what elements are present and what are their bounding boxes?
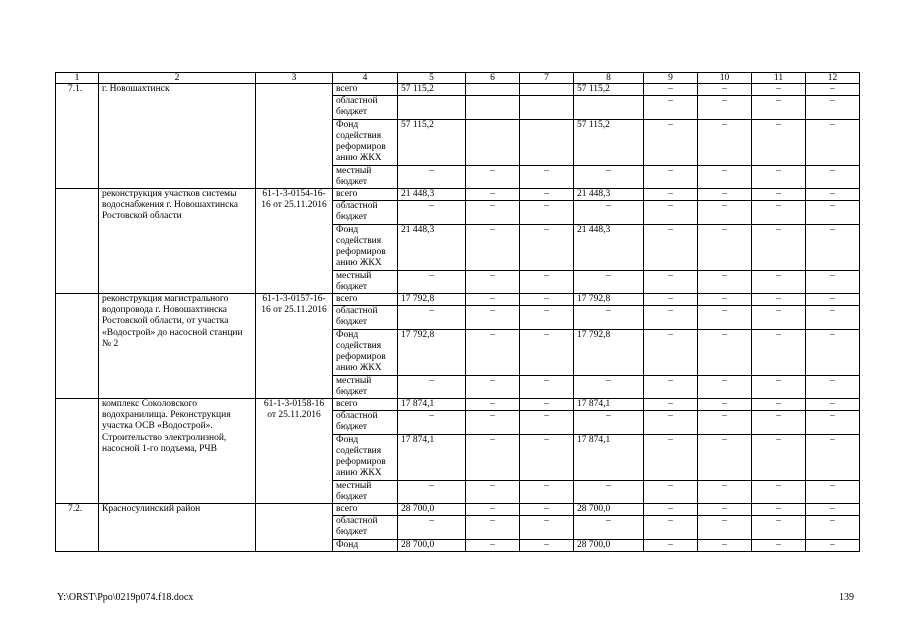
value-cell: –	[466, 189, 520, 201]
column-header: 11	[752, 73, 806, 84]
document-number: 61-1-3-0154-16-16 от 25.11.2016	[256, 189, 333, 294]
value-cell: –	[520, 480, 574, 503]
column-header: 9	[644, 73, 698, 84]
value-cell: –	[644, 375, 698, 398]
row-number	[56, 399, 99, 504]
funding-source: областной бюджет	[333, 516, 398, 539]
value-cell: –	[466, 224, 520, 270]
document-number: 61-1-3-0157-16-16 от 25.11.2016	[256, 294, 333, 399]
value-cell: 21 448,3	[398, 224, 466, 270]
value-cell: –	[698, 375, 752, 398]
value-cell: –	[466, 480, 520, 503]
object-name: реконструкция участков системы водоснабжения г. Новошахтинска Ростовской области	[99, 189, 256, 294]
value-cell: –	[806, 434, 860, 480]
value-cell: –	[752, 539, 806, 551]
value-cell	[520, 119, 574, 165]
value-cell: –	[644, 306, 698, 329]
value-cell: 28 700,0	[398, 539, 466, 551]
value-cell: –	[398, 270, 466, 293]
value-cell: –	[520, 375, 574, 398]
value-cell: –	[466, 165, 520, 188]
value-cell: –	[698, 539, 752, 551]
value-cell: –	[520, 504, 574, 516]
value-cell: –	[466, 516, 520, 539]
value-cell: –	[520, 306, 574, 329]
column-header: 12	[806, 73, 860, 84]
value-cell: –	[806, 480, 860, 503]
value-cell: 17 792,8	[398, 329, 466, 375]
table-header-row	[56, 73, 860, 84]
value-cell: –	[752, 411, 806, 434]
value-cell: –	[698, 84, 752, 96]
value-cell: –	[698, 201, 752, 224]
value-cell: –	[398, 306, 466, 329]
value-cell: –	[806, 224, 860, 270]
funding-source: всего	[333, 504, 398, 516]
value-cell: –	[574, 411, 644, 434]
value-cell: –	[806, 504, 860, 516]
funding-source: областной бюджет	[333, 306, 398, 329]
value-cell: –	[520, 224, 574, 270]
funding-source: всего	[333, 189, 398, 201]
column-header: 5	[398, 73, 466, 84]
value-cell: 57 115,2	[574, 119, 644, 165]
column-header: 4	[333, 73, 398, 84]
value-cell: –	[806, 201, 860, 224]
value-cell: –	[466, 411, 520, 434]
value-cell: 17 792,8	[398, 294, 466, 306]
value-cell: 17 874,1	[398, 399, 466, 411]
value-cell: –	[698, 270, 752, 293]
value-cell: –	[806, 84, 860, 96]
value-cell: –	[698, 329, 752, 375]
funding-source: Фонд содействия реформиров анию ЖКХ	[333, 224, 398, 270]
value-cell: –	[806, 96, 860, 119]
value-cell: –	[466, 329, 520, 375]
value-cell: –	[698, 224, 752, 270]
value-cell: 17 874,1	[398, 434, 466, 480]
document-number	[256, 84, 333, 189]
row-number	[56, 189, 99, 294]
value-cell: –	[644, 399, 698, 411]
value-cell: –	[752, 434, 806, 480]
footer-page-number: 139	[839, 592, 854, 603]
value-cell: –	[752, 329, 806, 375]
value-cell: –	[398, 375, 466, 398]
value-cell: –	[752, 399, 806, 411]
value-cell: –	[520, 270, 574, 293]
document-number	[256, 504, 333, 552]
value-cell: 57 115,2	[398, 119, 466, 165]
funding-source: Фонд	[333, 539, 398, 551]
value-cell	[520, 84, 574, 96]
value-cell: –	[644, 165, 698, 188]
value-cell: –	[466, 201, 520, 224]
value-cell: –	[466, 539, 520, 551]
funding-source: областной бюджет	[333, 96, 398, 119]
value-cell: –	[398, 165, 466, 188]
value-cell: 21 448,3	[398, 189, 466, 201]
value-cell: –	[644, 189, 698, 201]
funding-source: всего	[333, 84, 398, 96]
column-header: 10	[698, 73, 752, 84]
value-cell: 28 700,0	[398, 504, 466, 516]
value-cell: –	[752, 119, 806, 165]
value-cell: –	[752, 516, 806, 539]
value-cell: –	[644, 84, 698, 96]
value-cell: 17 792,8	[574, 294, 644, 306]
value-cell: –	[466, 375, 520, 398]
value-cell: 17 874,1	[574, 399, 644, 411]
table-row	[56, 294, 860, 306]
table-row	[56, 504, 860, 516]
value-cell: 21 448,3	[574, 189, 644, 201]
value-cell: –	[644, 411, 698, 434]
value-cell: –	[466, 504, 520, 516]
budget-table	[55, 72, 860, 552]
object-name: Красносулинский район	[99, 504, 256, 552]
value-cell: –	[698, 294, 752, 306]
value-cell: –	[520, 539, 574, 551]
column-header: 3	[256, 73, 333, 84]
value-cell: –	[644, 480, 698, 503]
value-cell: –	[398, 411, 466, 434]
funding-source: всего	[333, 399, 398, 411]
value-cell: 17 792,8	[574, 329, 644, 375]
value-cell: –	[520, 165, 574, 188]
value-cell	[398, 96, 466, 119]
row-number	[56, 294, 99, 399]
value-cell: –	[574, 480, 644, 503]
value-cell: –	[574, 270, 644, 293]
value-cell	[520, 96, 574, 119]
row-number: 7.1.	[56, 84, 99, 189]
funding-source: местный бюджет	[333, 375, 398, 398]
value-cell: –	[698, 306, 752, 329]
value-cell: –	[398, 480, 466, 503]
value-cell: –	[752, 165, 806, 188]
value-cell: –	[752, 480, 806, 503]
value-cell: –	[520, 329, 574, 375]
value-cell: –	[466, 306, 520, 329]
value-cell: –	[574, 201, 644, 224]
funding-source: Фонд содействия реформиров анию ЖКХ	[333, 329, 398, 375]
funding-source: Фонд содействия реформиров анию ЖКХ	[333, 434, 398, 480]
column-header: 6	[466, 73, 520, 84]
value-cell: –	[520, 201, 574, 224]
value-cell: –	[752, 224, 806, 270]
value-cell: –	[520, 399, 574, 411]
value-cell: –	[698, 411, 752, 434]
value-cell: –	[520, 434, 574, 480]
object-name: г. Новошахтинск	[99, 84, 256, 189]
value-cell: –	[698, 189, 752, 201]
value-cell: –	[698, 399, 752, 411]
value-cell: –	[644, 270, 698, 293]
value-cell: –	[698, 480, 752, 503]
value-cell: –	[644, 516, 698, 539]
value-cell: –	[698, 504, 752, 516]
value-cell: –	[574, 375, 644, 398]
value-cell: –	[806, 189, 860, 201]
funding-source: областной бюджет	[333, 411, 398, 434]
value-cell: –	[644, 96, 698, 119]
value-cell: –	[806, 270, 860, 293]
value-cell: –	[574, 165, 644, 188]
value-cell: –	[466, 270, 520, 293]
value-cell: –	[752, 96, 806, 119]
object-name: реконструкция магистрального водопровода г. Новошахтинска Ростовской области, от участка «Водострой» до насосной станции № 2	[99, 294, 256, 399]
value-cell: –	[698, 119, 752, 165]
value-cell: –	[752, 294, 806, 306]
value-cell: –	[806, 329, 860, 375]
value-cell: –	[752, 201, 806, 224]
value-cell: –	[698, 434, 752, 480]
value-cell: 57 115,2	[398, 84, 466, 96]
value-cell: –	[752, 375, 806, 398]
value-cell: –	[806, 119, 860, 165]
funding-source: местный бюджет	[333, 270, 398, 293]
value-cell: –	[520, 516, 574, 539]
value-cell: –	[466, 434, 520, 480]
value-cell: –	[644, 119, 698, 165]
value-cell: –	[698, 96, 752, 119]
funding-source: всего	[333, 294, 398, 306]
funding-source: местный бюджет	[333, 480, 398, 503]
value-cell: –	[398, 516, 466, 539]
table-row	[56, 399, 860, 411]
table-row	[56, 84, 860, 96]
value-cell: –	[806, 294, 860, 306]
value-cell: 57 115,2	[574, 84, 644, 96]
value-cell: –	[752, 84, 806, 96]
value-cell: 28 700,0	[574, 504, 644, 516]
value-cell: –	[806, 399, 860, 411]
value-cell: –	[644, 329, 698, 375]
funding-source: местный бюджет	[333, 165, 398, 188]
value-cell: –	[698, 516, 752, 539]
value-cell: –	[520, 411, 574, 434]
value-cell: –	[466, 399, 520, 411]
value-cell: –	[806, 411, 860, 434]
value-cell: –	[520, 294, 574, 306]
value-cell: –	[806, 306, 860, 329]
document-number: 61-1-3-0158-16 от 25.11.2016	[256, 399, 333, 504]
object-name: комплекс Соколовского водохранилища. Реконструкция участка ОСВ «Водострой». Строительство электролизной, насосной 1-го подъема, РЧВ	[99, 399, 256, 504]
value-cell: –	[752, 270, 806, 293]
value-cell: 21 448,3	[574, 224, 644, 270]
funding-source: областной бюджет	[333, 201, 398, 224]
column-header: 7	[520, 73, 574, 84]
value-cell: –	[644, 504, 698, 516]
row-number: 7.2.	[56, 504, 99, 552]
value-cell: –	[806, 539, 860, 551]
value-cell: –	[574, 516, 644, 539]
value-cell: –	[520, 189, 574, 201]
value-cell: –	[752, 189, 806, 201]
value-cell	[466, 119, 520, 165]
value-cell: –	[644, 539, 698, 551]
table-row	[56, 189, 860, 201]
column-header: 1	[56, 73, 99, 84]
value-cell: 17 874,1	[574, 434, 644, 480]
value-cell	[466, 84, 520, 96]
value-cell	[466, 96, 520, 119]
value-cell: –	[644, 294, 698, 306]
funding-source: Фонд содействия реформиров анию ЖКХ	[333, 119, 398, 165]
value-cell: –	[574, 306, 644, 329]
footer-file-path: Y:\ORST\Ppo\0219p074.f18.docx	[57, 592, 194, 603]
value-cell: –	[806, 516, 860, 539]
value-cell: –	[752, 504, 806, 516]
column-header: 2	[99, 73, 256, 84]
value-cell	[574, 96, 644, 119]
value-cell: 28 700,0	[574, 539, 644, 551]
value-cell: –	[752, 306, 806, 329]
value-cell: –	[698, 165, 752, 188]
value-cell: –	[644, 434, 698, 480]
value-cell: –	[644, 201, 698, 224]
column-header: 8	[574, 73, 644, 84]
value-cell: –	[466, 294, 520, 306]
value-cell: –	[398, 201, 466, 224]
value-cell: –	[806, 165, 860, 188]
value-cell: –	[806, 375, 860, 398]
value-cell: –	[644, 224, 698, 270]
